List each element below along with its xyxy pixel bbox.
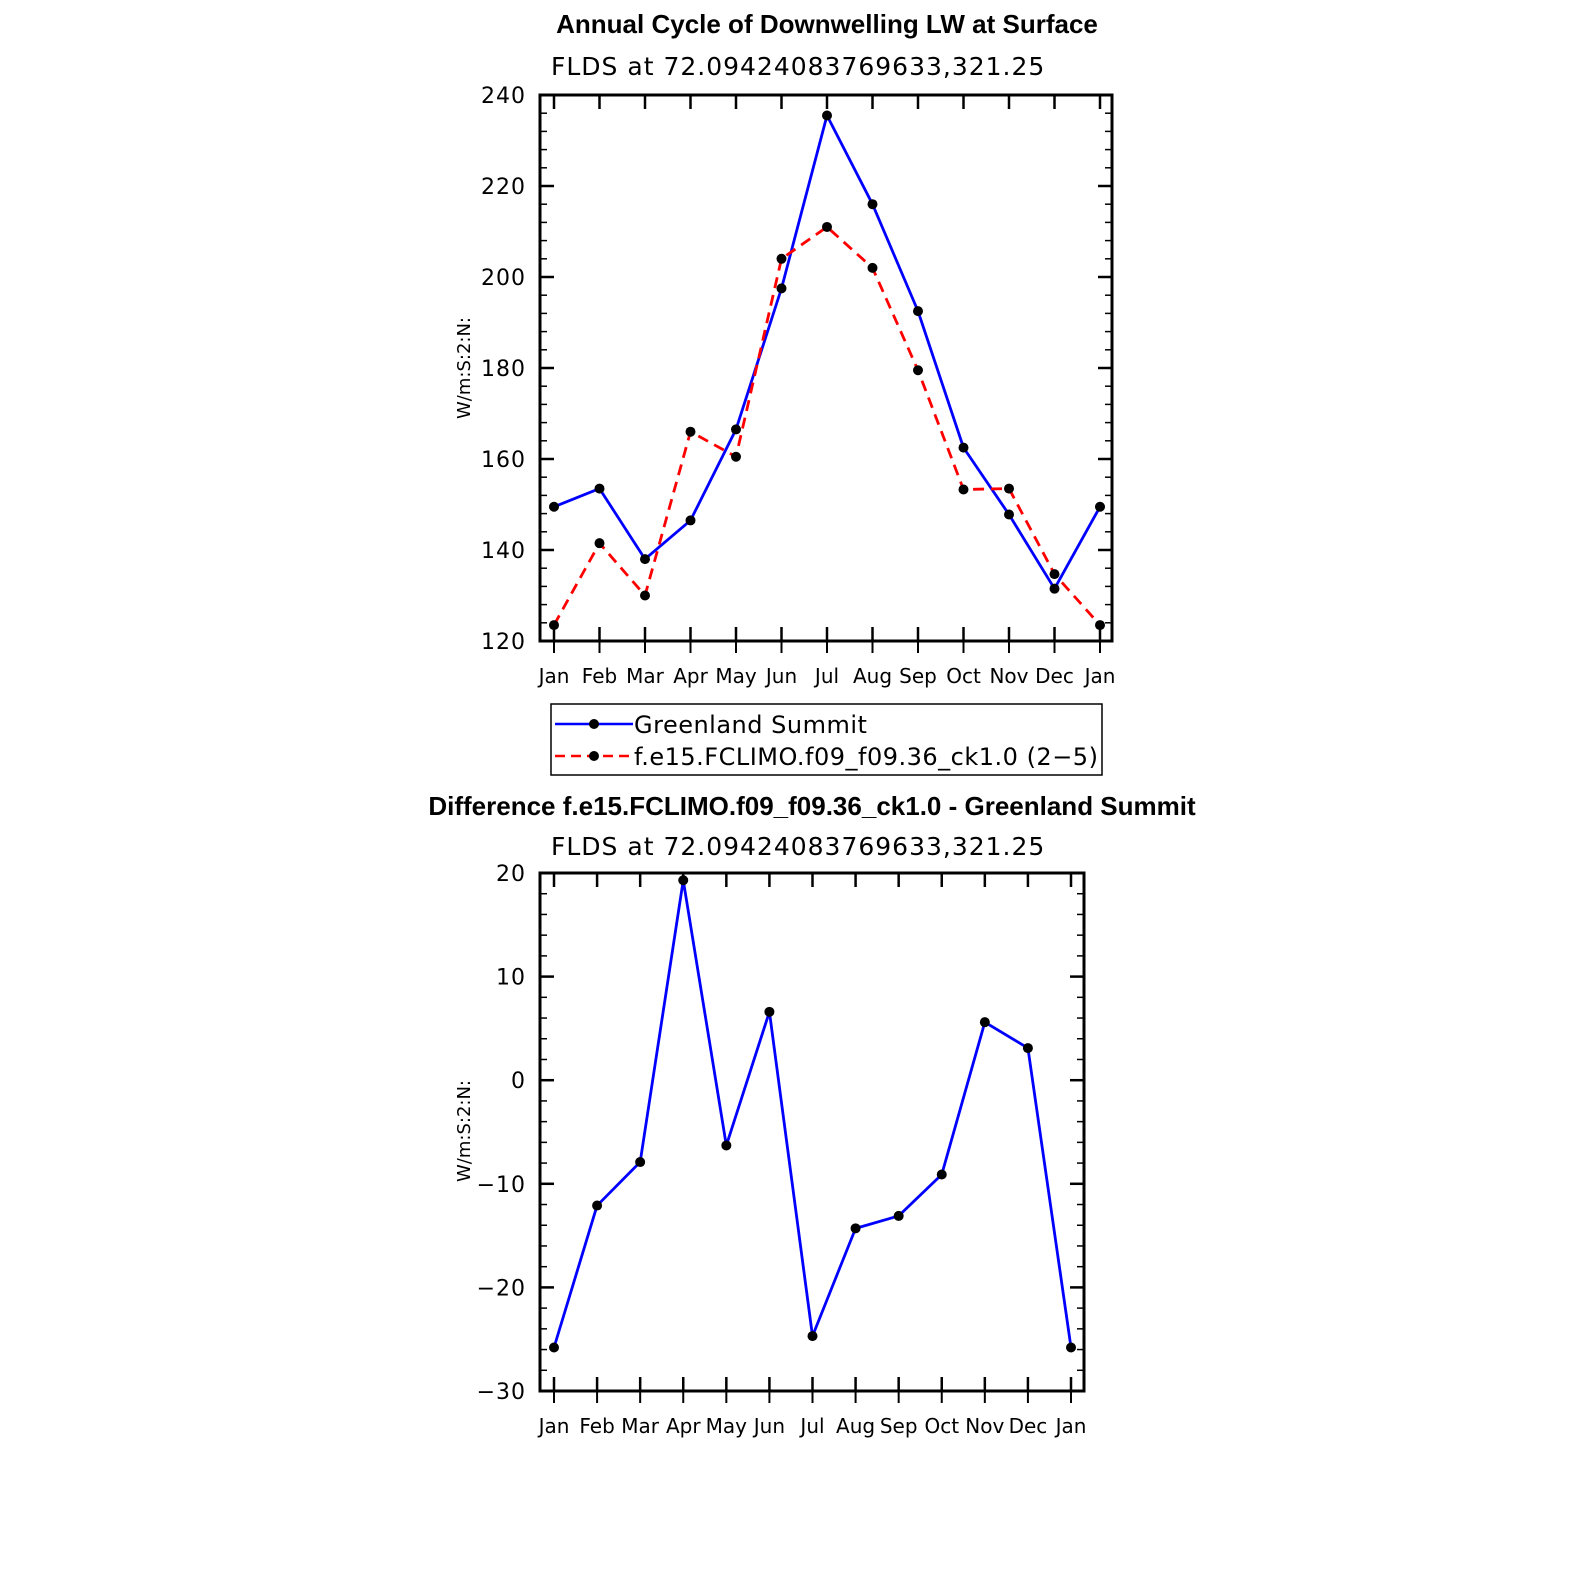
chart1-legend	[551, 704, 1102, 775]
x-tick-label: Jan	[538, 664, 570, 688]
y-tick-label: 180	[481, 357, 526, 382]
y-tick-label: 200	[481, 266, 526, 291]
series-0-point	[937, 1169, 947, 1179]
chart1-title: Annual Cycle of Downwelling LW at Surface	[556, 9, 1098, 39]
chart-annual-cycle	[454, 9, 1115, 775]
series-0-point	[678, 875, 688, 885]
chart1-y-axis-label: W/m:S:2:N:	[454, 317, 475, 419]
x-tick-label: Mar	[626, 664, 664, 688]
series-line-0	[554, 115, 1100, 588]
series-0-point	[640, 554, 650, 564]
y-tick-label: 10	[496, 965, 526, 991]
x-tick-label: Sep	[899, 664, 937, 688]
series-0-point	[721, 1140, 731, 1150]
x-tick-label: Oct	[946, 664, 981, 688]
series-line-0	[554, 880, 1071, 1347]
series-0-point	[635, 1157, 645, 1167]
series-0-point	[1066, 1342, 1076, 1352]
series-1-point	[1004, 484, 1014, 494]
x-tick-label: Dec	[1035, 664, 1074, 688]
chart2-x-tick-labels	[537, 1414, 1087, 1438]
x-tick-label: Dec	[1008, 1414, 1048, 1438]
y-tick-label: 0	[511, 1069, 526, 1095]
series-line-1	[554, 227, 1100, 625]
y-tick-label: 220	[481, 175, 526, 200]
series-1-point	[777, 254, 787, 264]
series-1-point	[549, 620, 559, 630]
series-1-point	[640, 591, 650, 601]
chart2-series	[549, 875, 1076, 1352]
y-tick-label: −20	[476, 1276, 526, 1302]
series-0-point	[851, 1223, 861, 1233]
series-0-point	[959, 443, 969, 453]
x-tick-label: Apr	[665, 1414, 701, 1438]
series-0-point	[592, 1201, 602, 1211]
y-tick-label: 140	[481, 539, 526, 564]
chart2-y-tick-labels	[477, 862, 526, 1405]
series-0-point	[549, 1342, 559, 1352]
series-1-point	[868, 263, 878, 273]
y-tick-label: −10	[476, 1172, 526, 1198]
chart1-subtitle: FLDS at 72.09424083769633,321.25	[551, 52, 1046, 81]
series-1-point	[1050, 569, 1060, 579]
series-0-point	[1095, 502, 1105, 512]
x-tick-label: Jul	[800, 1414, 825, 1438]
series-1-point	[1095, 620, 1105, 630]
chart1-series	[549, 110, 1105, 630]
chart1-y-tick-labels	[481, 84, 526, 655]
y-tick-label: 240	[481, 84, 526, 109]
series-1-point	[822, 222, 832, 232]
series-0-point	[764, 1007, 774, 1017]
y-tick-label: 120	[481, 630, 526, 655]
series-0-point	[822, 110, 832, 120]
series-0-point	[913, 306, 923, 316]
legend-swatch-marker-greenland	[589, 719, 599, 729]
x-tick-label: Jun	[753, 1414, 786, 1438]
x-tick-label: Jan	[1084, 664, 1116, 688]
y-tick-label: −30	[476, 1380, 526, 1405]
series-1-point	[731, 452, 741, 462]
series-0-point	[549, 502, 559, 512]
series-0-point	[595, 484, 605, 494]
x-tick-label: May	[715, 664, 757, 688]
series-0-point	[894, 1211, 904, 1221]
x-tick-label: Mar	[621, 1414, 660, 1438]
x-tick-label: Sep	[879, 1414, 918, 1438]
series-0-point	[1004, 510, 1014, 520]
series-0-point	[980, 1017, 990, 1027]
series-1-point	[686, 427, 696, 437]
chart-difference	[428, 791, 1196, 1438]
series-1-point	[959, 484, 969, 494]
series-1-point	[913, 365, 923, 375]
x-tick-label: May	[705, 1414, 748, 1438]
x-tick-label: Nov	[989, 664, 1029, 688]
legend-swatch-marker-model	[589, 751, 599, 761]
chart1-x-tick-labels	[537, 664, 1116, 688]
y-tick-label: 20	[496, 862, 526, 887]
x-tick-label: Jul	[814, 664, 840, 688]
legend-label-greenland: Greenland Summit	[634, 711, 868, 739]
x-tick-label: Feb	[581, 664, 618, 688]
series-0-point	[686, 515, 696, 525]
chart2-subtitle: FLDS at 72.09424083769633,321.25	[551, 832, 1046, 861]
x-tick-label: Oct	[924, 1414, 960, 1438]
series-1-point	[595, 538, 605, 548]
legend-label-model: f.e15.FCLIMO.f09_f09.36_ck1.0 (2−5)	[634, 743, 1099, 771]
x-tick-label: Apr	[673, 664, 708, 688]
chart1-axes	[540, 95, 1112, 653]
series-0-point	[731, 424, 741, 434]
plot-frame	[540, 95, 1112, 641]
x-tick-label: Jan	[538, 1414, 570, 1438]
x-tick-label: Feb	[579, 1414, 615, 1438]
series-0-point	[1050, 584, 1060, 594]
series-0-point	[1023, 1043, 1033, 1053]
chart2-title: Difference f.e15.FCLIMO.f09_f09.36_ck1.0 - Greenland Summit	[428, 791, 1196, 821]
x-tick-label: Jan	[1055, 1414, 1087, 1438]
y-tick-label: 160	[481, 448, 526, 473]
x-tick-label: Aug	[836, 1414, 876, 1438]
x-tick-label: Jun	[765, 664, 798, 688]
x-tick-label: Nov	[965, 1414, 1005, 1438]
series-0-point	[777, 283, 787, 293]
x-tick-label: Aug	[852, 664, 893, 688]
chart2-y-axis-label: W/m:S:2:N:	[454, 1080, 475, 1182]
series-0-point	[808, 1331, 818, 1341]
plot-frame	[540, 873, 1084, 1391]
series-0-point	[868, 199, 878, 209]
